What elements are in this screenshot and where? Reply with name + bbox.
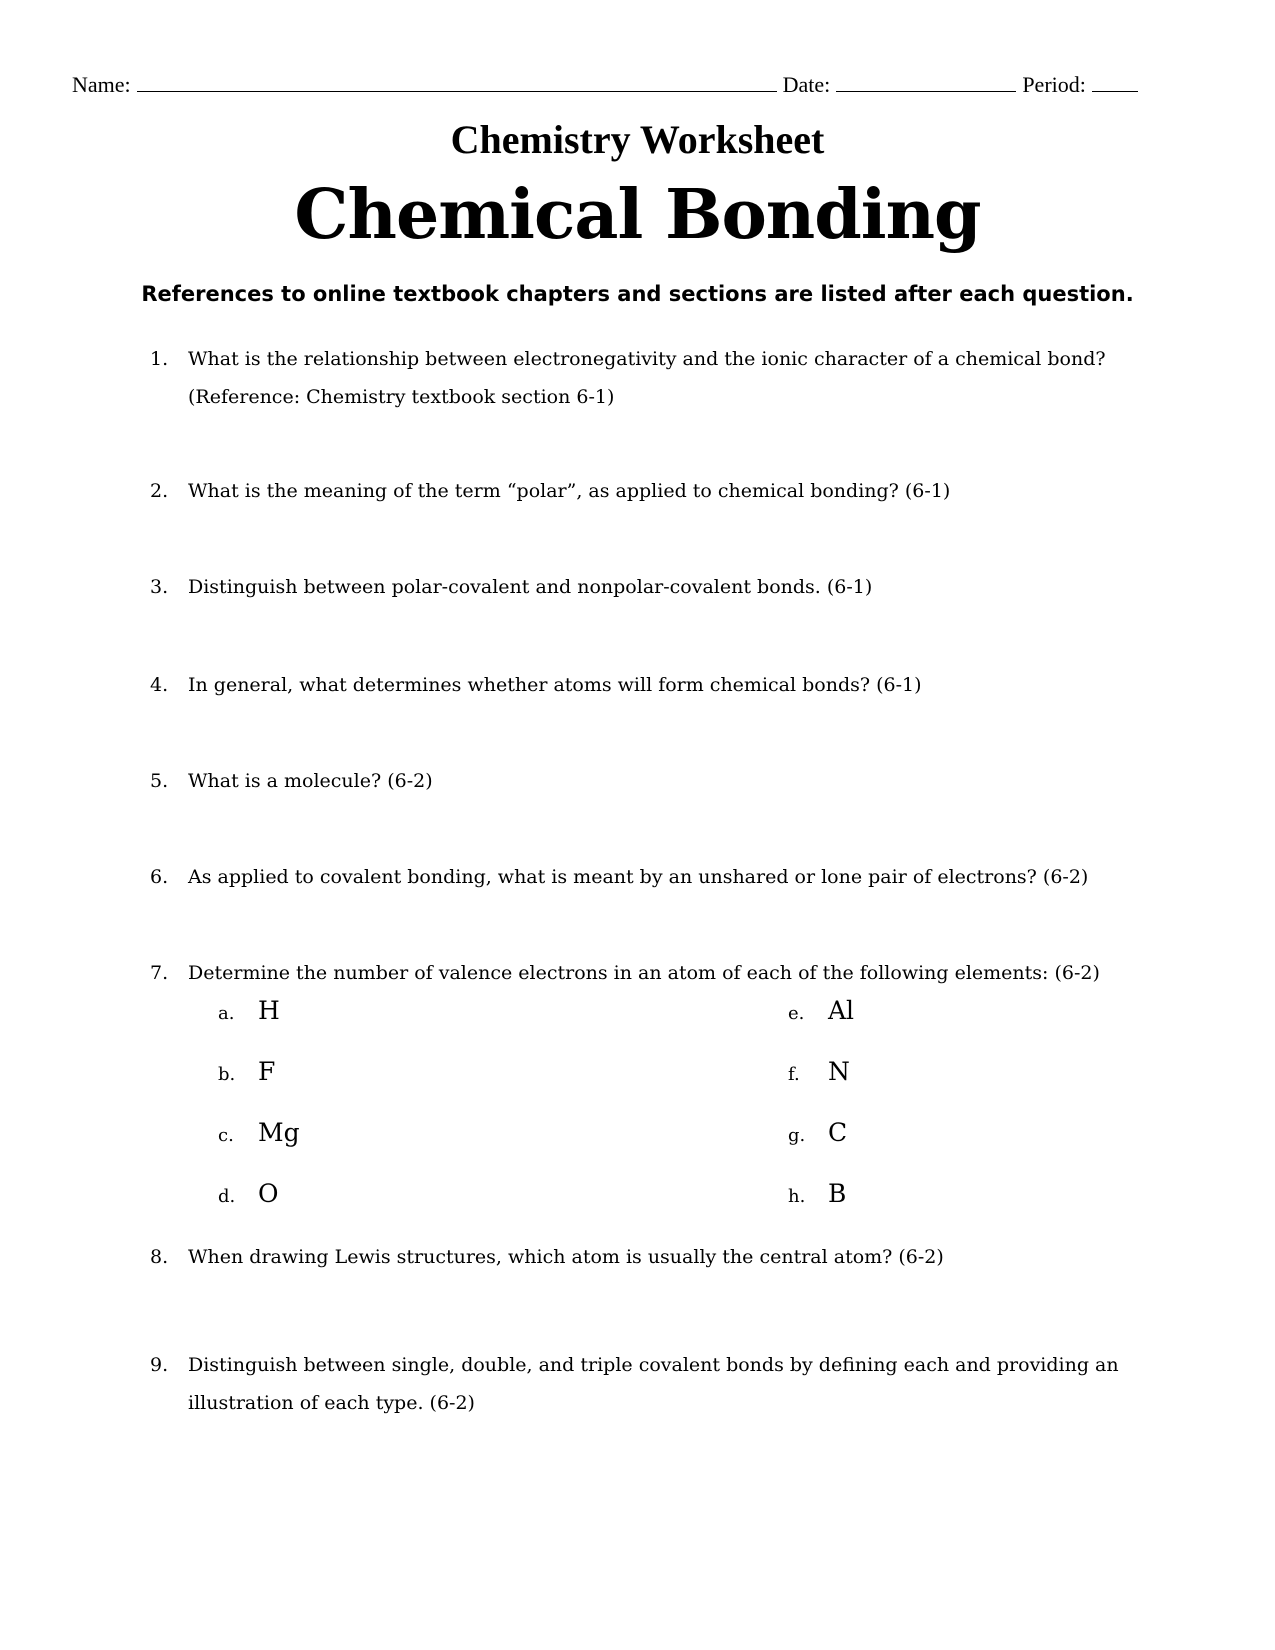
choice-letter: h. (788, 1186, 806, 1207)
question-text: Distinguish between polar-covalent and nonpolar-covalent bonds. (6-1) (188, 576, 873, 598)
question-4 (150, 666, 1210, 704)
question-text: Distinguish between single, double, and triple covalent bonds by defining each and providing an illustration of each type. (6-2) (188, 1354, 1119, 1414)
element-choice-f (788, 1057, 850, 1090)
choice-letter: e. (788, 1003, 805, 1024)
question-text: What is the meaning of the term “polar”, as applied to chemical bonding? (6-1) (188, 480, 951, 502)
question-number: 7. (150, 962, 169, 984)
question-2 (150, 472, 1210, 510)
element-symbol: B (828, 1179, 847, 1208)
question-8 (150, 1238, 1210, 1276)
question-3 (150, 568, 1210, 606)
subtitle: References to online textbook chapters and sections are listed after each question. (141, 282, 1134, 306)
question-text: When drawing Lewis structures, which atom is usually the central atom? (6-2) (188, 1246, 944, 1268)
element-symbol: N (828, 1057, 850, 1086)
period-blank[interactable] (1092, 73, 1138, 92)
question-number: 2. (150, 480, 169, 502)
element-choice-b (218, 1057, 275, 1090)
question-6 (150, 858, 1210, 896)
element-symbol: Al (828, 996, 855, 1025)
question-5 (150, 762, 1210, 800)
element-choice-d (218, 1179, 279, 1212)
choice-letter: d. (218, 1186, 236, 1207)
question-text: Determine the number of valence electrons in an atom of each of the following elements: (6-2) (188, 962, 1100, 984)
date-label: Date: (782, 72, 831, 97)
element-symbol: H (258, 996, 280, 1025)
element-symbol: F (258, 1057, 276, 1086)
question-text: What is a molecule? (6-2) (188, 770, 433, 792)
question-number: 5. (150, 770, 169, 792)
question-number: 6. (150, 866, 169, 888)
element-symbol: O (258, 1179, 279, 1208)
element-symbol: Mg (258, 1118, 300, 1147)
question-7 (150, 954, 1210, 992)
main-title: Chemical Bonding (294, 175, 981, 255)
choice-letter: b. (218, 1064, 236, 1085)
date-blank[interactable] (836, 73, 1016, 92)
question-1 (150, 340, 1210, 416)
element-choice-e (788, 996, 854, 1029)
element-choice-g (788, 1118, 847, 1151)
choice-letter: g. (788, 1125, 806, 1146)
choice-letter: c. (218, 1125, 234, 1146)
question-text: What is the relationship between electronegativity and the ionic character of a chemical bond? (Reference: Chemistry textbook section 6-1) (188, 348, 1106, 408)
element-choice-a (218, 996, 280, 1029)
question-number: 3. (150, 576, 169, 598)
question-number: 9. (150, 1354, 169, 1376)
question-number: 4. (150, 674, 169, 696)
question-text: As applied to covalent bonding, what is meant by an unshared or lone pair of electrons? (6-2) (188, 866, 1089, 888)
worksheet-title: Chemistry Worksheet (450, 117, 825, 162)
element-symbol: C (828, 1118, 848, 1147)
period-label: Period: (1022, 72, 1086, 97)
question-text: In general, what determines whether atoms will form chemical bonds? (6-1) (188, 674, 922, 696)
name-label: Name: (72, 72, 131, 97)
question-number: 1. (150, 348, 169, 370)
header-line (72, 72, 1202, 98)
question-9 (150, 1346, 1210, 1422)
choice-letter: a. (218, 1003, 235, 1024)
name-blank[interactable] (137, 73, 777, 92)
question-number: 8. (150, 1246, 169, 1268)
choice-letter: f. (788, 1064, 800, 1085)
element-choice-c (218, 1118, 300, 1151)
element-choice-h (788, 1179, 846, 1212)
